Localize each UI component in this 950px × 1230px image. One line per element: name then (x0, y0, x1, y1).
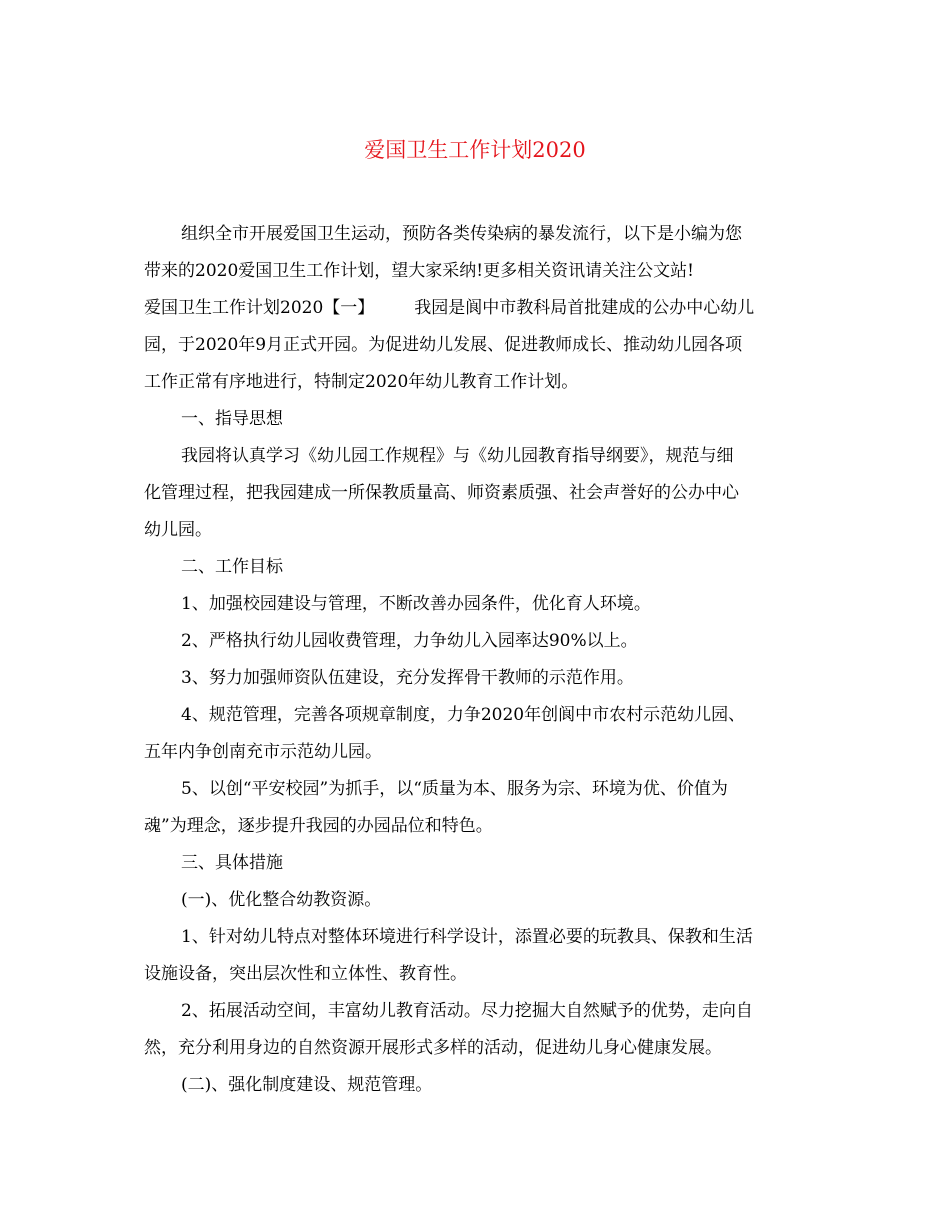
paragraph-line: 带来的2020爱国卫生工作计划，望大家采纳!更多相关资讯请关注公文站! (144, 261, 694, 281)
section-heading: 爱国卫生工作计划2020【一】 (144, 298, 375, 318)
section-heading: 一、指导思想 (181, 409, 283, 429)
section-heading: 二、工作目标 (181, 557, 283, 577)
paragraph-line: 设施设备，突出层次性和立体性、教育性。 (144, 964, 467, 984)
paragraph-line: 然，充分利用身边的自然资源开展形式多样的活动，促进幼儿身心健康发展。 (144, 1038, 722, 1058)
paragraph-line: 园，于2020年9月正式开园。为促进幼儿发展、促进教师成长、推动幼儿园各项 (144, 335, 743, 355)
paragraph-line: 魂”为理念，逐步提升我园的办园品位和特色。 (144, 816, 493, 836)
section-heading: 三、具体措施 (181, 853, 283, 873)
subsection-heading: (一)、优化整合幼教资源。 (181, 890, 382, 910)
paragraph-line: 幼儿园。 (144, 520, 212, 540)
list-item: 3、努力加强师资队伍建设，充分发挥骨干教师的示范作用。 (181, 668, 634, 688)
paragraph-line: 工作正常有序地进行，特制定2020年幼儿教育工作计划。 (144, 372, 579, 392)
list-item: 1、加强校园建设与管理，不断改善办园条件，优化育人环境。 (181, 594, 651, 614)
list-item: 2、拓展活动空间，丰富幼儿教育活动。尽力挖掘大自然赋予的优势，走向自 (181, 1001, 753, 1021)
document-title: 爱国卫生工作计划2020 (364, 138, 586, 162)
paragraph-line: 我园将认真学习《幼儿园工作规程》与《幼儿园教育指导纲要》，规范与细 (181, 446, 734, 466)
list-item: 1、针对幼儿特点对整体环境进行科学设计，添置必要的玩教具、保教和生活 (181, 927, 753, 947)
paragraph-line (144, 290, 806, 327)
paragraph-line: 组织全市开展爱国卫生运动，预防各类传染病的暴发流行，以下是小编为您 (181, 224, 742, 244)
list-item: 4、规范管理，完善各项规章制度，力争2020年创阆中市农村示范幼儿园、 (181, 705, 746, 725)
paragraph-line: 化管理过程，把我园建成一所保教质量高、师资素质强、社会声誉好的公办中心 (144, 483, 739, 503)
subsection-heading: (二)、强化制度建设、规范管理。 (181, 1075, 433, 1095)
paragraph-text: 我园是阆中市教科局首批建成的公办中心幼儿 (414, 298, 755, 318)
list-item: 2、严格执行幼儿园收费管理，力争幼儿入园率达90%以上。 (181, 631, 638, 651)
list-item: 5、以创“平安校园”为抓手，以“质量为本、服务为宗、环境为优、价值为 (181, 779, 728, 799)
document-body (144, 216, 806, 1104)
paragraph-line: 五年内争创南充市示范幼儿园。 (144, 742, 382, 762)
